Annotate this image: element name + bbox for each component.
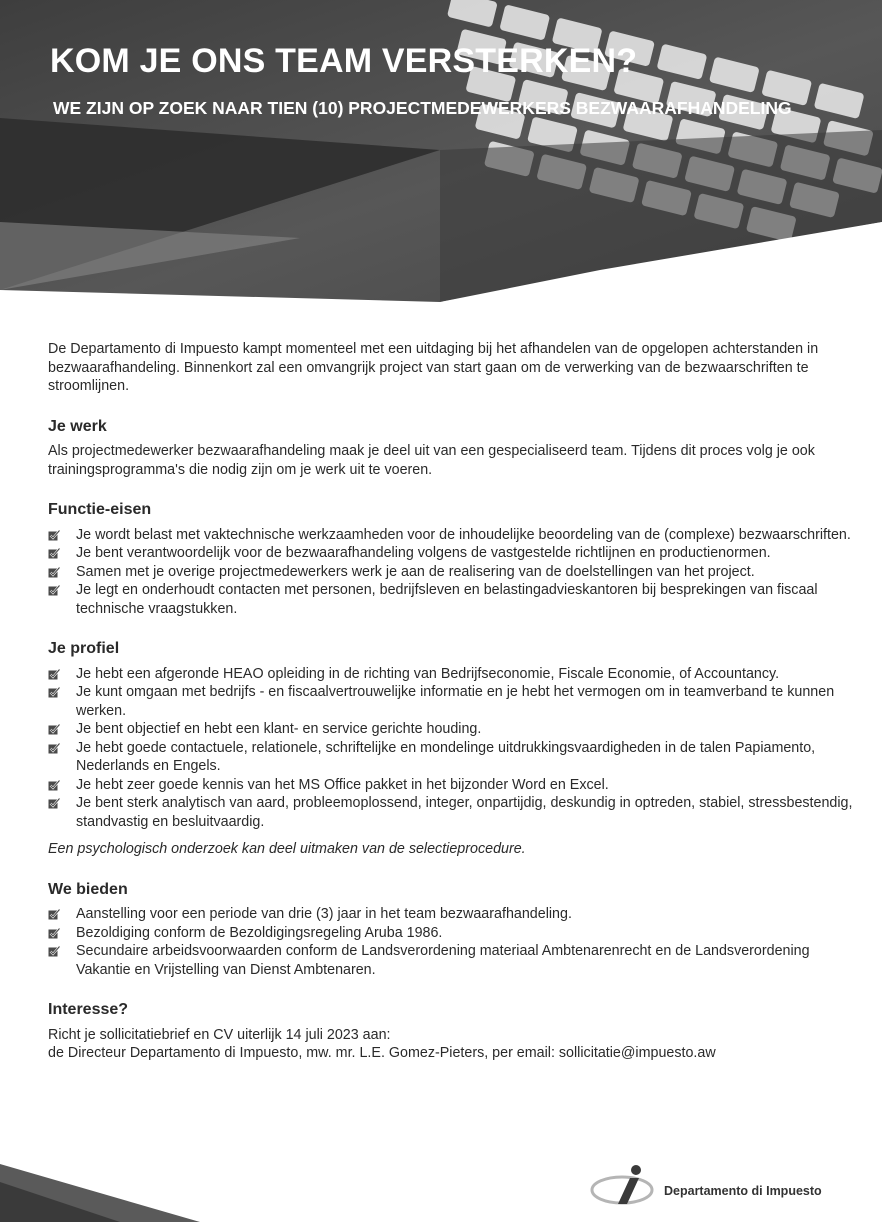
list-item-text: Bezoldiging conform de Bezoldigingsregeling Aruba 1986. <box>76 924 443 941</box>
page-title: KOM JE ONS TEAM VERSTERKEN? <box>50 42 638 80</box>
logo-text: Departamento di Impuesto <box>664 1184 822 1198</box>
page-subtitle: WE ZIJN OP ZOEK NAAR TIEN (10) PROJECTMEDEWERKERS BEZWAARAFHANDELING <box>53 98 792 118</box>
checkbox-check-icon <box>48 584 60 596</box>
interesse-line-1: Richt je sollicitatiebrief en CV uiterlijk 14 juli 2023 aan: <box>48 1026 391 1043</box>
checkbox-check-icon <box>48 945 60 957</box>
list-item-text: Je kunt omgaan met bedrijfs - en fiscaalvertrouwelijke informatie en je hebt het vermogen om in teamverband te kunnen werken. <box>76 684 835 719</box>
hero-banner <box>0 0 882 305</box>
section-je-werk <box>48 418 858 480</box>
checkbox-check-icon <box>48 529 60 541</box>
checkbox-check-icon <box>48 686 60 698</box>
departamento-logo <box>590 1160 830 1210</box>
list-item <box>48 544 858 563</box>
list-item <box>48 776 858 795</box>
list-item <box>48 683 858 720</box>
section-heading-interesse: Interesse? <box>48 1001 129 1018</box>
list-item <box>48 720 858 739</box>
list-item-text: Je hebt een afgeronde HEAO opleiding in de richting van Bedrijfseconomie, Fiscale Economie, of Accountancy. <box>76 665 780 682</box>
list-item-text: Je hebt goede contactuele, relationele, schriftelijke en mondelinge uitdrukkingsvaardigheden in de talen Papiamento, Nederlands en Engels. <box>76 739 816 774</box>
functie-eisen-list <box>48 526 858 619</box>
list-item <box>48 924 858 943</box>
list-item <box>48 563 858 582</box>
list-item <box>48 739 858 776</box>
list-item-text: Je wordt belast met vaktechnische werkzaamheden voor de inhoudelijke beoordeling van de (complexe) bezwaarschriften. <box>76 526 851 543</box>
checkbox-check-icon <box>48 723 60 735</box>
list-item <box>48 942 858 979</box>
selection-note: Een psychologisch onderzoek kan deel uitmaken van de selectieprocedure. <box>48 841 526 857</box>
section-heading-we-bieden: We bieden <box>48 880 128 898</box>
list-item-text: Je legt en onderhoudt contacten met personen, bedrijfsleven en belastingadvieskantoren bij besprekingen van fiscaal technische vraagstukken. <box>76 582 818 617</box>
list-item-text: Aanstelling voor een periode van drie (3) jaar in het team bezwaarafhandeling. <box>76 906 572 922</box>
list-item-text: Samen met je overige projectmedewerkers werk je aan de realisering van de doelstellingen van het project. <box>76 563 755 580</box>
section-heading-je-profiel: Je profiel <box>48 640 120 657</box>
section-we-bieden <box>48 881 858 980</box>
list-item-text: Je bent verantwoordelijk voor de bezwaarafhandeling volgens de vastgestelde richtlijnen en productienormen. <box>76 545 771 561</box>
je-werk-text: Als projectmedewerker bezwaarafhandeling maak je deel uit van een gespecialiseerd team. Tijdens dit proces volg je ook trainingsprogramma's die nodig zijn om je werk uit te voeren. <box>48 443 815 478</box>
list-item <box>48 665 858 684</box>
section-heading-je-werk: Je werk <box>48 417 107 435</box>
impuesto-logo-icon <box>590 1160 660 1210</box>
section-heading-functie-eisen: Functie-eisen <box>48 501 152 518</box>
list-item <box>48 526 858 545</box>
we-bieden-list <box>48 905 858 979</box>
list-item <box>48 581 858 618</box>
checkbox-check-icon <box>48 547 60 559</box>
interesse-line-2: de Directeur Departamento di Impuesto, mw. mr. L.E. Gomez-Pieters, per email: sollicitatie@impuesto.aw <box>48 1045 716 1061</box>
list-item-text: Je bent objectief en hebt een klant- en service gerichte houding. <box>76 721 482 737</box>
list-item-text: Secundaire arbeidsvoorwaarden conform de Landsverordening materiaal Ambtenarenrecht en de Landsverordening Vakantie en Vrijstelling van Dienst Ambtenaren. <box>76 943 810 978</box>
checkbox-check-icon <box>48 742 60 754</box>
section-je-profiel <box>48 640 858 859</box>
section-functie-eisen <box>48 501 858 618</box>
section-interesse <box>48 1001 858 1063</box>
checkbox-check-icon <box>48 908 60 920</box>
list-item-text: Je hebt zeer goede kennis van het MS Office pakket in het bijzonder Word en Excel. <box>76 776 609 793</box>
bottom-corner-decoration <box>0 1152 200 1222</box>
list-item <box>48 794 858 831</box>
je-profiel-list <box>48 665 858 832</box>
checkbox-check-icon <box>48 566 60 578</box>
checkbox-check-icon <box>48 797 60 809</box>
vacancy-content <box>48 340 858 1085</box>
list-item-text: Je bent sterk analytisch van aard, probleemoplossend, integer, onpartijdig, deskundig in optreden, stabiel, stressbestendig, standvastig en besluitvaardig. <box>76 795 853 830</box>
checkbox-check-icon <box>48 779 60 791</box>
checkbox-check-icon <box>48 927 60 939</box>
intro-text: De Departamento di Impuesto kampt momenteel met een uitdaging bij het afhandelen van de opgelopen achterstanden in bezwaarafhandeling. Binnenkort zal een omvangrijk project van start gaan om de verwerking van de bezwaarschriften te stroomlijnen. <box>48 341 819 394</box>
list-item <box>48 905 858 924</box>
checkbox-check-icon <box>48 668 60 680</box>
